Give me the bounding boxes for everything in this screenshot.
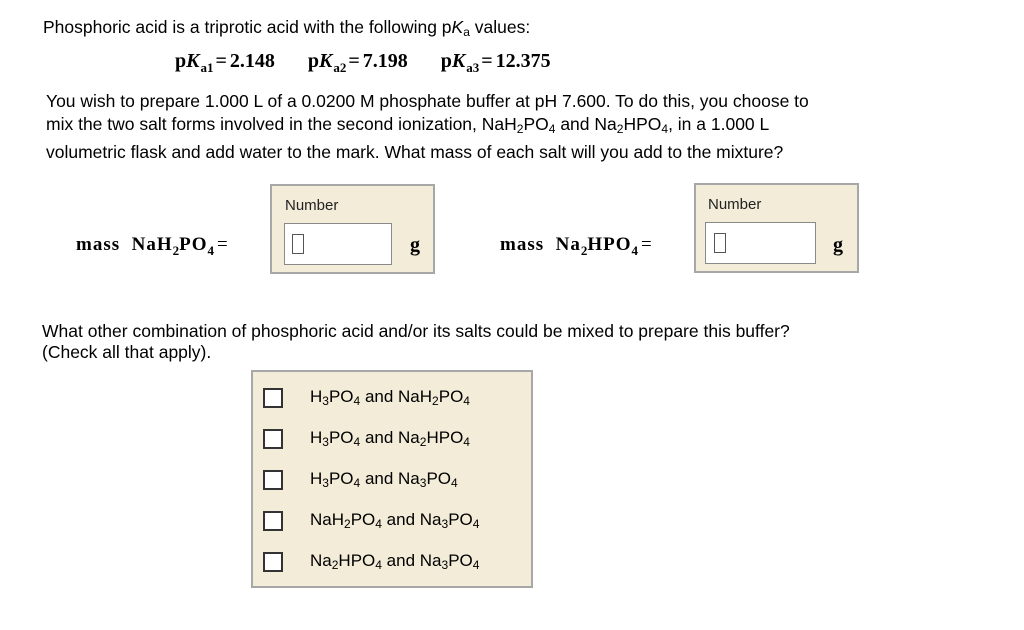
mass-na2hpo4-answer-box	[694, 183, 859, 273]
intro-prefix: Phosphoric acid is a triprotic acid with the following p	[43, 17, 452, 37]
intro-text	[43, 16, 530, 43]
intro-k: K	[451, 17, 464, 37]
problem-line-3: volumetric flask and add water to the mark. What mass of each salt will you add to the mixture?	[46, 142, 784, 162]
pka2-sub: a2	[333, 60, 347, 75]
question-combinations	[42, 321, 942, 363]
option-checkbox[interactable]	[263, 552, 283, 572]
options-box	[251, 370, 533, 588]
option-na2hpo4-na3po4[interactable]	[263, 549, 525, 575]
pka2: $pK_{a2} = 7.198$	[307, 50, 408, 75]
option-checkbox[interactable]	[263, 470, 283, 490]
pka1-sub: a1	[200, 60, 214, 75]
option-h3po4-nah2po4[interactable]	[263, 385, 525, 411]
problem-line-1: You wish to prepare 1.000 L of a 0.0200 M phosphate buffer at pH 7.600. To do this, you choose to	[46, 91, 809, 111]
question-line-2: (Check all that apply).	[42, 342, 212, 362]
option-label: $H_3PO_4$ and $Na_3PO_4$	[310, 469, 458, 490]
intro-suffix: values:	[469, 17, 531, 37]
mass-nah2po4-label: mass $NaH_2PO_4$ =	[76, 234, 229, 258]
option-checkbox[interactable]	[263, 511, 283, 531]
unit-grams: g	[410, 234, 420, 256]
pka3-sub: a3	[466, 60, 480, 75]
option-h3po4-na3po4[interactable]	[263, 467, 525, 493]
option-checkbox[interactable]	[263, 388, 283, 408]
pka2-value: 7.198	[362, 50, 408, 72]
mass-nah2po4-answer-box	[270, 184, 435, 274]
question-line-1: What other combination of phosphoric acid and/or its salts could be mixed to prepare this buffer?	[42, 321, 790, 341]
intro-a: a	[463, 25, 470, 39]
pka1-value: 2.148	[229, 50, 275, 72]
number-caption: Number	[285, 197, 339, 214]
input-cursor	[292, 234, 304, 254]
option-label: $Na_2HPO_4$ and $Na_3PO_4$	[310, 551, 480, 572]
pka3-value: 12.375	[495, 50, 551, 72]
pka3: $pK_{a3} = 12.375$	[440, 50, 551, 75]
unit-grams: g	[833, 234, 843, 256]
pka1: $pK_{a1} = 2.148$	[175, 50, 275, 75]
problem-line-2: mix the two salt forms involved in the second ionization, $NaH_2PO_4$ and $Na_2HPO_4$, in a 1.000 L	[46, 114, 770, 136]
option-h3po4-na2hpo4[interactable]	[263, 426, 525, 452]
number-caption: Number	[708, 196, 762, 213]
option-label: $NaH_2PO_4$ and $Na_3PO_4$	[310, 510, 480, 531]
pka-values	[175, 50, 579, 76]
option-label: $H_3PO_4$ and $Na_2HPO_4$	[310, 428, 470, 449]
problem-statement	[46, 90, 946, 164]
option-label: $H_3PO_4$ and $NaH_2PO_4$	[310, 387, 470, 408]
option-nah2po4-na3po4[interactable]	[263, 508, 525, 534]
option-checkbox[interactable]	[263, 429, 283, 449]
mass-na2hpo4-label: mass $Na_2HPO_4$ =	[500, 234, 653, 258]
input-cursor	[714, 233, 726, 253]
